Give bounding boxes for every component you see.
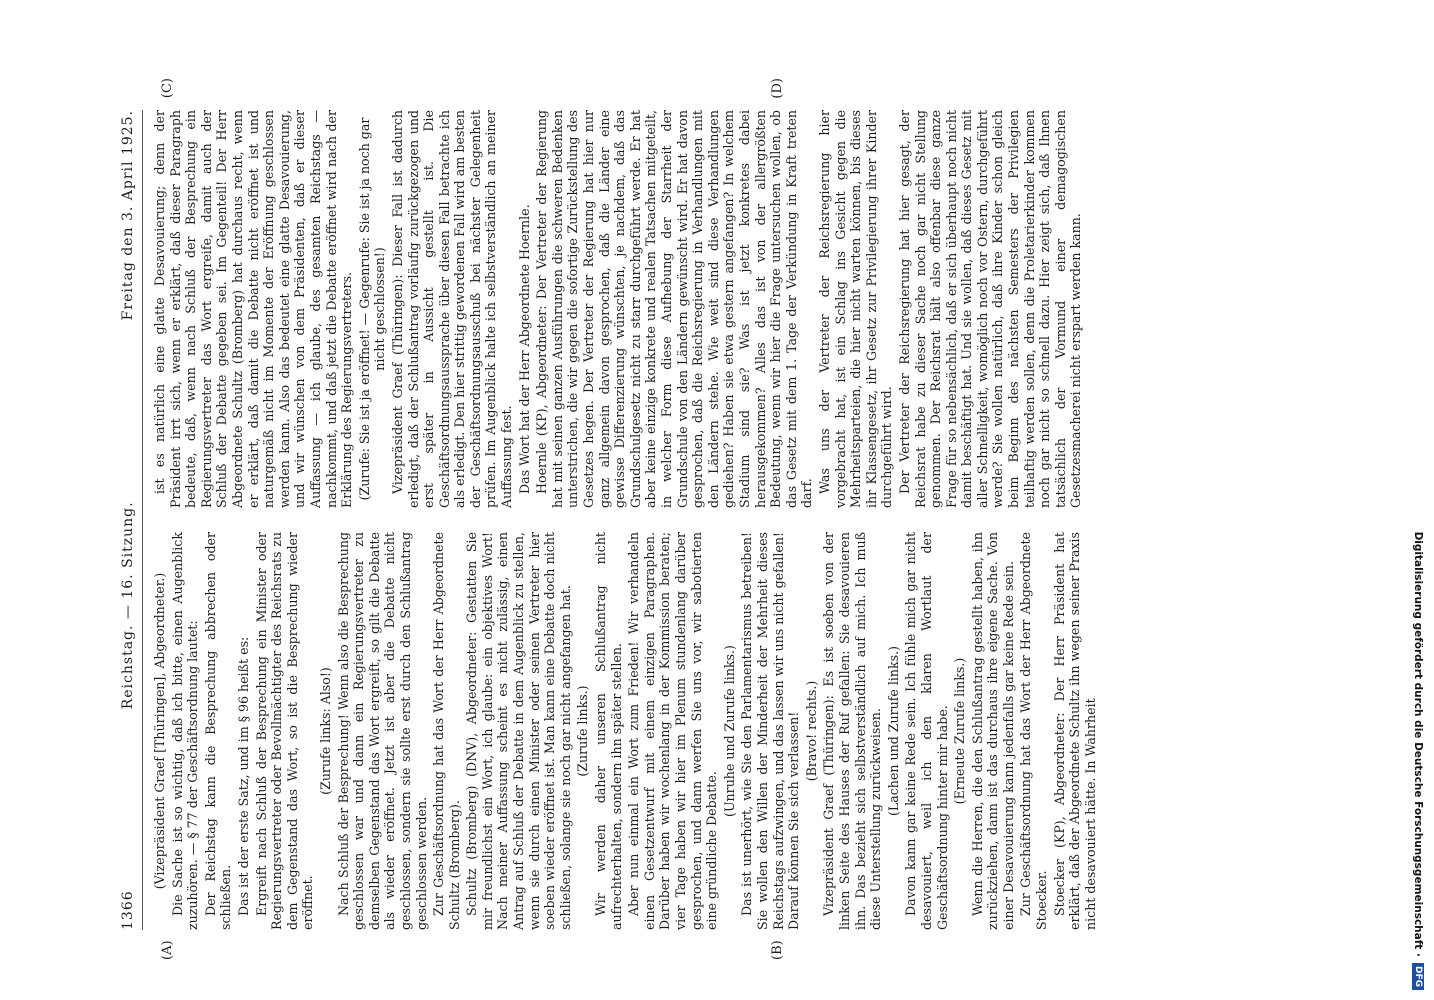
- page-number: 1366: [120, 890, 136, 930]
- paragraph: Davon kann gar keine Rede sein. Ich fühle mich gar nicht desavouiert, weil ich den klaren Wortlaut der Geschäftsordnung hinter mir habe.: [903, 532, 950, 930]
- printed-page: [90, 70, 1420, 1000]
- paragraph: Stoecker (KP), Abgeordneter: Der Herr Präsident hat erklärt, daß der Abgeordnete Schultz ihn wegen seiner Praxis nicht desavouiert hätte. In Wahrheit: [1051, 532, 1098, 930]
- paragraph: ist es natürlich eine glatte Desavouierung; denn der Präsident irrt sich, wenn er erklärt, daß dieser Paragraph bedeute, daß, wenn nach Schluß der Besprechung ein Regierungsvertreter das Wort ergreife, damit auch der Schluß der Debatte gegeben sei. Im Gegenteil! Der Herr Abgeordnete Schultz (Bromberg) hat durchaus recht, wenn er erklärt, daß damit die Debatte nicht eröffnet ist und naturgemäß nicht im Momente der Eröffnung geschlossen werden kann. Also das bedeutet eine glatte Desavouierung, und wir wünschen von dem Präsidenten, daß er dieser Auffassung — ich glaube, des gesamten Reichstags — nachkommt, und daß jetzt die Debatte eröffnet wird nach der Erklärung des Regierungsvertreters.: [152, 110, 355, 508]
- header-right-title: Freitag den 3. April 1925.: [120, 110, 136, 321]
- paragraph: (Zurufe links.): [575, 685, 591, 777]
- column-right: [152, 110, 1400, 508]
- running-header: [120, 110, 143, 930]
- rotated-page: [90, 70, 1420, 1000]
- paragraph: (Erneute Zurufe links.): [952, 657, 968, 805]
- paragraph: Der Vertreter der Reichsregierung hat hier gesagt, der Reichsrat habe zu dieser Sache noch gar nicht Stellung genommen. Der Reichsrat hält also offenbar diese ganze Frage für so nebensächlich, daß er sich überhaupt noch nicht damit beschäftigt hat. Und sie wollen, daß dieses Gesetz mit aller Schnelligkeit, womöglich noch vor Ostern, durchgeführt werde? Sie wollen natürlich, daß ihre Kinder schon gleich beim Beginn des nächsten Semesters der Privilegien teilhaftig werden sollen, denn die Proletarierkinder kommen noch gar nicht so schnell dazu. Hier zeigt sich, daß Ihnen tatsächlich der Vormund einer demagogischen Gesetzesmacherei nicht erspart werden kann.: [896, 110, 1084, 508]
- paragraph: (Vizepräsident Graef [Thüringen], Abgeordneter.): [152, 572, 167, 890]
- paragraph: Ergreift nach Schluß der Besprechung ein Minister oder Regierungsvertreter oder Bevollmächtigter des Reichsrats zu dem Gegenstand das Wort, so ist die Besprechung wieder eröffnet.: [253, 532, 316, 930]
- column-left: [152, 532, 1400, 930]
- text-columns: [152, 110, 1400, 930]
- paragraph: Das ist der erste Satz, und im § 96 heißt es:: [235, 636, 251, 916]
- paragraph: Nach Schluß der Besprechung! Wenn also die Besprechung geschlossen war und dann ein Regierungsvertreter zu demselben Gegenstand das Wort ergreift, so gilt die Debatte als wieder eröffnet. Jetzt ist aber die Debatte nicht geschlossen, sondern sie sollte erst durch den Schlußantrag geschlossen werden.: [335, 532, 429, 930]
- paragraph: (Lachen und Zurufe links.): [885, 645, 901, 817]
- paragraph: Was uns der Vertreter der Reichsregierung hier vorgebracht hat, ist ein Schlag ins Gesicht gegen die Mehrheitsparteien, die hier nicht warten können, bis dieses ihr Klassengesetz, ihr Gesetz zur Privilegierung ihrer Kinder durchgeführt wird.: [816, 110, 895, 508]
- paragraph: (Zurufe: Sie ist ja eröffnet! — Gegenrufe: Sie ist ja noch gar nicht geschlossen!): [356, 117, 388, 501]
- header-left-title: Reichstag. — 16. Sitzung.: [120, 501, 136, 710]
- paragraph: (Unruhe und Zurufe links.): [721, 645, 737, 817]
- margin-mark-c: (C): [160, 78, 175, 99]
- paragraph: Das Wort hat der Herr Abgeordnete Hoernle.: [516, 204, 532, 494]
- notice-text: Digitalisierung gefördert durch die Deutsche Forschungsgemeinschaft ·: [1412, 531, 1424, 957]
- paragraph: Vizepräsident Graef (Thüringen): Es ist soeben von der linken Seite des Hauses der Ruf gefallen: Sie desavouieren ihn. Das bezieht sich selbstverständlich auf mich. Ich muß diese Unterstellung zurückweisen.: [821, 532, 884, 930]
- paragraph: Vizepräsident Graef (Thüringen): Dieser Fall ist dadurch erledigt, daß der Schlußantrag vorläufig zurückgezogen und erst später in Aussicht gestellt ist. Die Geschäftsordnungsaussprache über diesen Fall betrachte ich als erledigt. Den hier strittig gewordenen Fall wird am besten der Geschäftsordnungsausschuß bei nächster Gelegenheit prüfen. Im Augenblick halte ich selbstverständlich an meiner Auffassung fest.: [389, 110, 515, 508]
- paragraph: Schultz (Bromberg) (DNV), Abgeordneter: Gestatten Sie mir freundlichst ein Wort, ich glaube: ein objektives Wort! Nach meiner Auffassung scheint es nicht zulässig, einen Antrag auf Schluß der Debatte in dem Augenblick zu stellen, wenn sie durch einen Minister oder seinen Vertreter hier soeben wieder eröffnet ist. Man kann eine Debatte doch nicht schließen, solange sie noch gar nicht angefangen hat.: [464, 532, 573, 930]
- paragraph: Aber nun einmal ein Wort zum Frieden! Wir verhandeln einen Gesetzentwurf mit einem einzigen Paragraphen. Darüber haben wir wochenlang in der Kommission beraten; vier Tage haben wir hier im Plenum stundenlang darüber gesprochen, und dann werfen Sie uns vor, wir sabotierten eine gründliche Debatte.: [626, 532, 720, 930]
- paragraph: (Zurufe links: Also!): [317, 667, 333, 795]
- paragraph: Zur Geschäftsordnung hat das Wort der Herr Abgeordnete Schultz (Bromberg).: [431, 532, 462, 930]
- paragraph: Wenn die Herren, die den Schlußantrag gestellt haben, ihn zurückziehen, dann ist das durchaus ihre eigene Sache. Von einer Desavouierung kann jedenfalls gar keine Rede sein.: [969, 532, 1016, 930]
- paragraph: Der Reichstag kann die Besprechung abbrechen oder schließen.: [202, 532, 234, 930]
- dfg-logo: DFG: [1412, 963, 1424, 990]
- paragraph: Zur Geschäftsordnung hat das Wort der Herr Abgeordnete Stoecker.: [1018, 532, 1050, 930]
- paragraph: Die Sache ist so wichtig, daß ich bitte, einen Augenblick zuzuhören. — § 77 der Geschäftsordnung lautet:: [169, 532, 201, 930]
- margin-mark-d: (D): [770, 78, 785, 99]
- paragraph: Hoernle (KP), Abgeordneter: Der Vertreter der Regierung hat mit seinen ganzen Ausführungen die schweren Bedenken unterstrichen, die wir gegen die sofortige Zurückstellung des Gesetzes hegen. Der Vertreter der Regierung hat hier nur ganz allgemein davon gesprochen, daß die Länder eine gewisse Differenzierung wünschten, je nachdem, daß das Grundschulgesetz nicht zu starr durchgeführt werde. Er hat aber keine einzige konkrete und realen Tatsachen mitgeteilt, in welcher Form diese Aufhebung der Starrheit der Grundschule von den Ländern gewünscht wird. Er hat davon gesprochen, daß die Reichsregierung in Verhandlungen mit den Ländern stehe. Wie weit sind diese Verhandlungen gediehen? Haben sie etwa gestern angefangen? In welchem Stadium sind sie? Was ist jetzt konkretes dabei herausgekommen? Alles das ist von der allergrößten Bedeutung, wenn wir hier die Frage untersuchen wollen, ob das Gesetz mit dem 1. Tage der Verkündung in Kraft treten darf.: [534, 110, 815, 508]
- margin-mark-a: (A): [160, 940, 175, 960]
- paragraph: (Bravo! rechts.): [803, 680, 819, 782]
- margin-mark-b: (B): [770, 940, 785, 960]
- paragraph: Wir werden daher unseren Schlußantrag nicht aufrechterhalten, sondern ihn später stellen.: [593, 532, 624, 930]
- paragraph: Das ist unerhört, wie Sie den Parlamentarismus betreiben! Sie wollen den Willen der Minderheit der Mehrheit dieses Reichstags aufzwingen, und das lassen wir uns nicht gefallen! Darauf können Sie sich verlassen!: [739, 532, 802, 930]
